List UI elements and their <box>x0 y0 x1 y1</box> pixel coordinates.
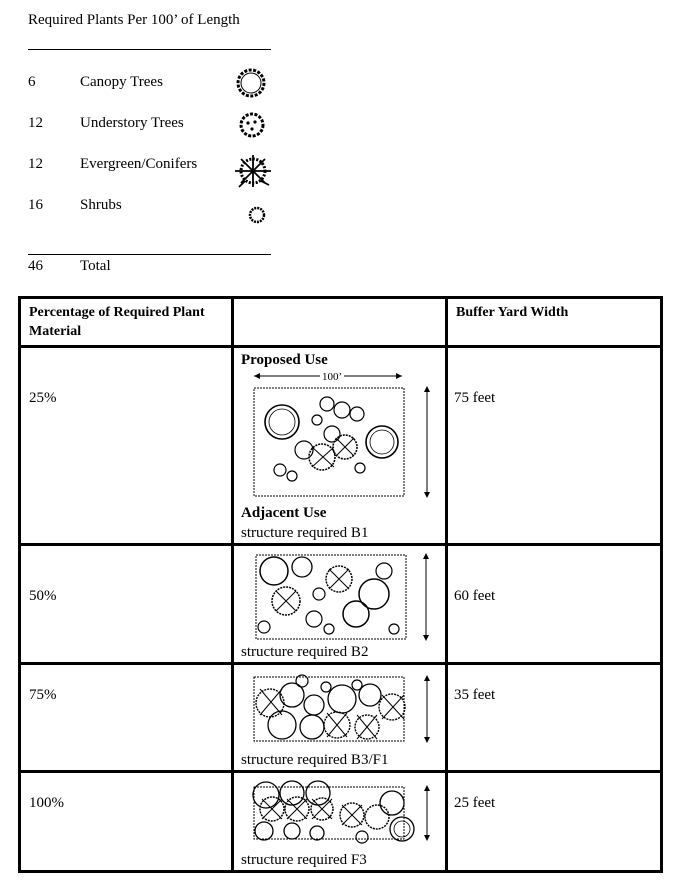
structure-label: structure required F3 <box>240 852 367 868</box>
table-row <box>20 545 662 664</box>
structure-label: structure required B1 <box>240 525 369 541</box>
diagram-cell <box>232 347 446 545</box>
table-header-row <box>20 298 662 347</box>
legend-name: Evergreen/Conifers <box>80 156 198 172</box>
legend-count: 12 <box>28 156 43 172</box>
buffer-plan-b2 <box>244 549 439 644</box>
structure-label: structure required B3/F1 <box>240 752 389 768</box>
canopy-tree-icon <box>234 67 268 99</box>
width-cell: 35 feet <box>446 664 661 772</box>
legend-count: 12 <box>28 115 43 131</box>
diagram-cell <box>232 545 446 664</box>
header-blank <box>232 298 446 347</box>
width-cell: 25 feet <box>446 772 661 872</box>
buffer-plan-b3-f1 <box>242 667 440 751</box>
legend-name: Shrubs <box>80 197 122 213</box>
width-cell: 75 feet <box>446 347 661 545</box>
width-cell: 60 feet <box>446 545 661 664</box>
legend-count: 16 <box>28 197 43 213</box>
structure-label: structure required B2 <box>240 644 369 660</box>
percent-cell: 25% <box>20 347 233 545</box>
legend-total-label: Total <box>80 258 111 274</box>
buffer-plan-b1 <box>242 372 442 502</box>
diagram-cell <box>232 664 446 772</box>
dimension-label: 100’ <box>321 371 343 383</box>
legend-count: 6 <box>28 74 36 90</box>
percent-cell: 100% <box>20 772 233 872</box>
shrub-icon <box>246 204 268 226</box>
header-buffer-width: Buffer Yard Width <box>446 298 661 347</box>
understory-tree-icon <box>237 110 267 140</box>
table-row <box>20 664 662 772</box>
adjacent-use-label: Adjacent Use <box>240 505 327 521</box>
table-row <box>20 347 662 545</box>
legend-top-rule <box>28 49 271 50</box>
percent-cell: 50% <box>20 545 233 664</box>
header-percentage: Percentage of Required Plant Material <box>20 298 233 347</box>
buffer-yard-table <box>18 296 663 873</box>
legend-name: Canopy Trees <box>80 74 163 90</box>
table-row <box>20 772 662 872</box>
legend-total-rule <box>28 254 271 255</box>
proposed-use-label: Proposed Use <box>240 352 328 368</box>
legend-heading: Required Plants Per 100’ of Length <box>28 12 240 28</box>
diagram-cell <box>232 772 446 872</box>
evergreen-conifer-icon <box>229 151 275 191</box>
percent-cell: 75% <box>20 664 233 772</box>
legend-name: Understory Trees <box>80 115 184 131</box>
buffer-plan-f3 <box>242 775 440 851</box>
legend-total-count: 46 <box>28 258 43 274</box>
